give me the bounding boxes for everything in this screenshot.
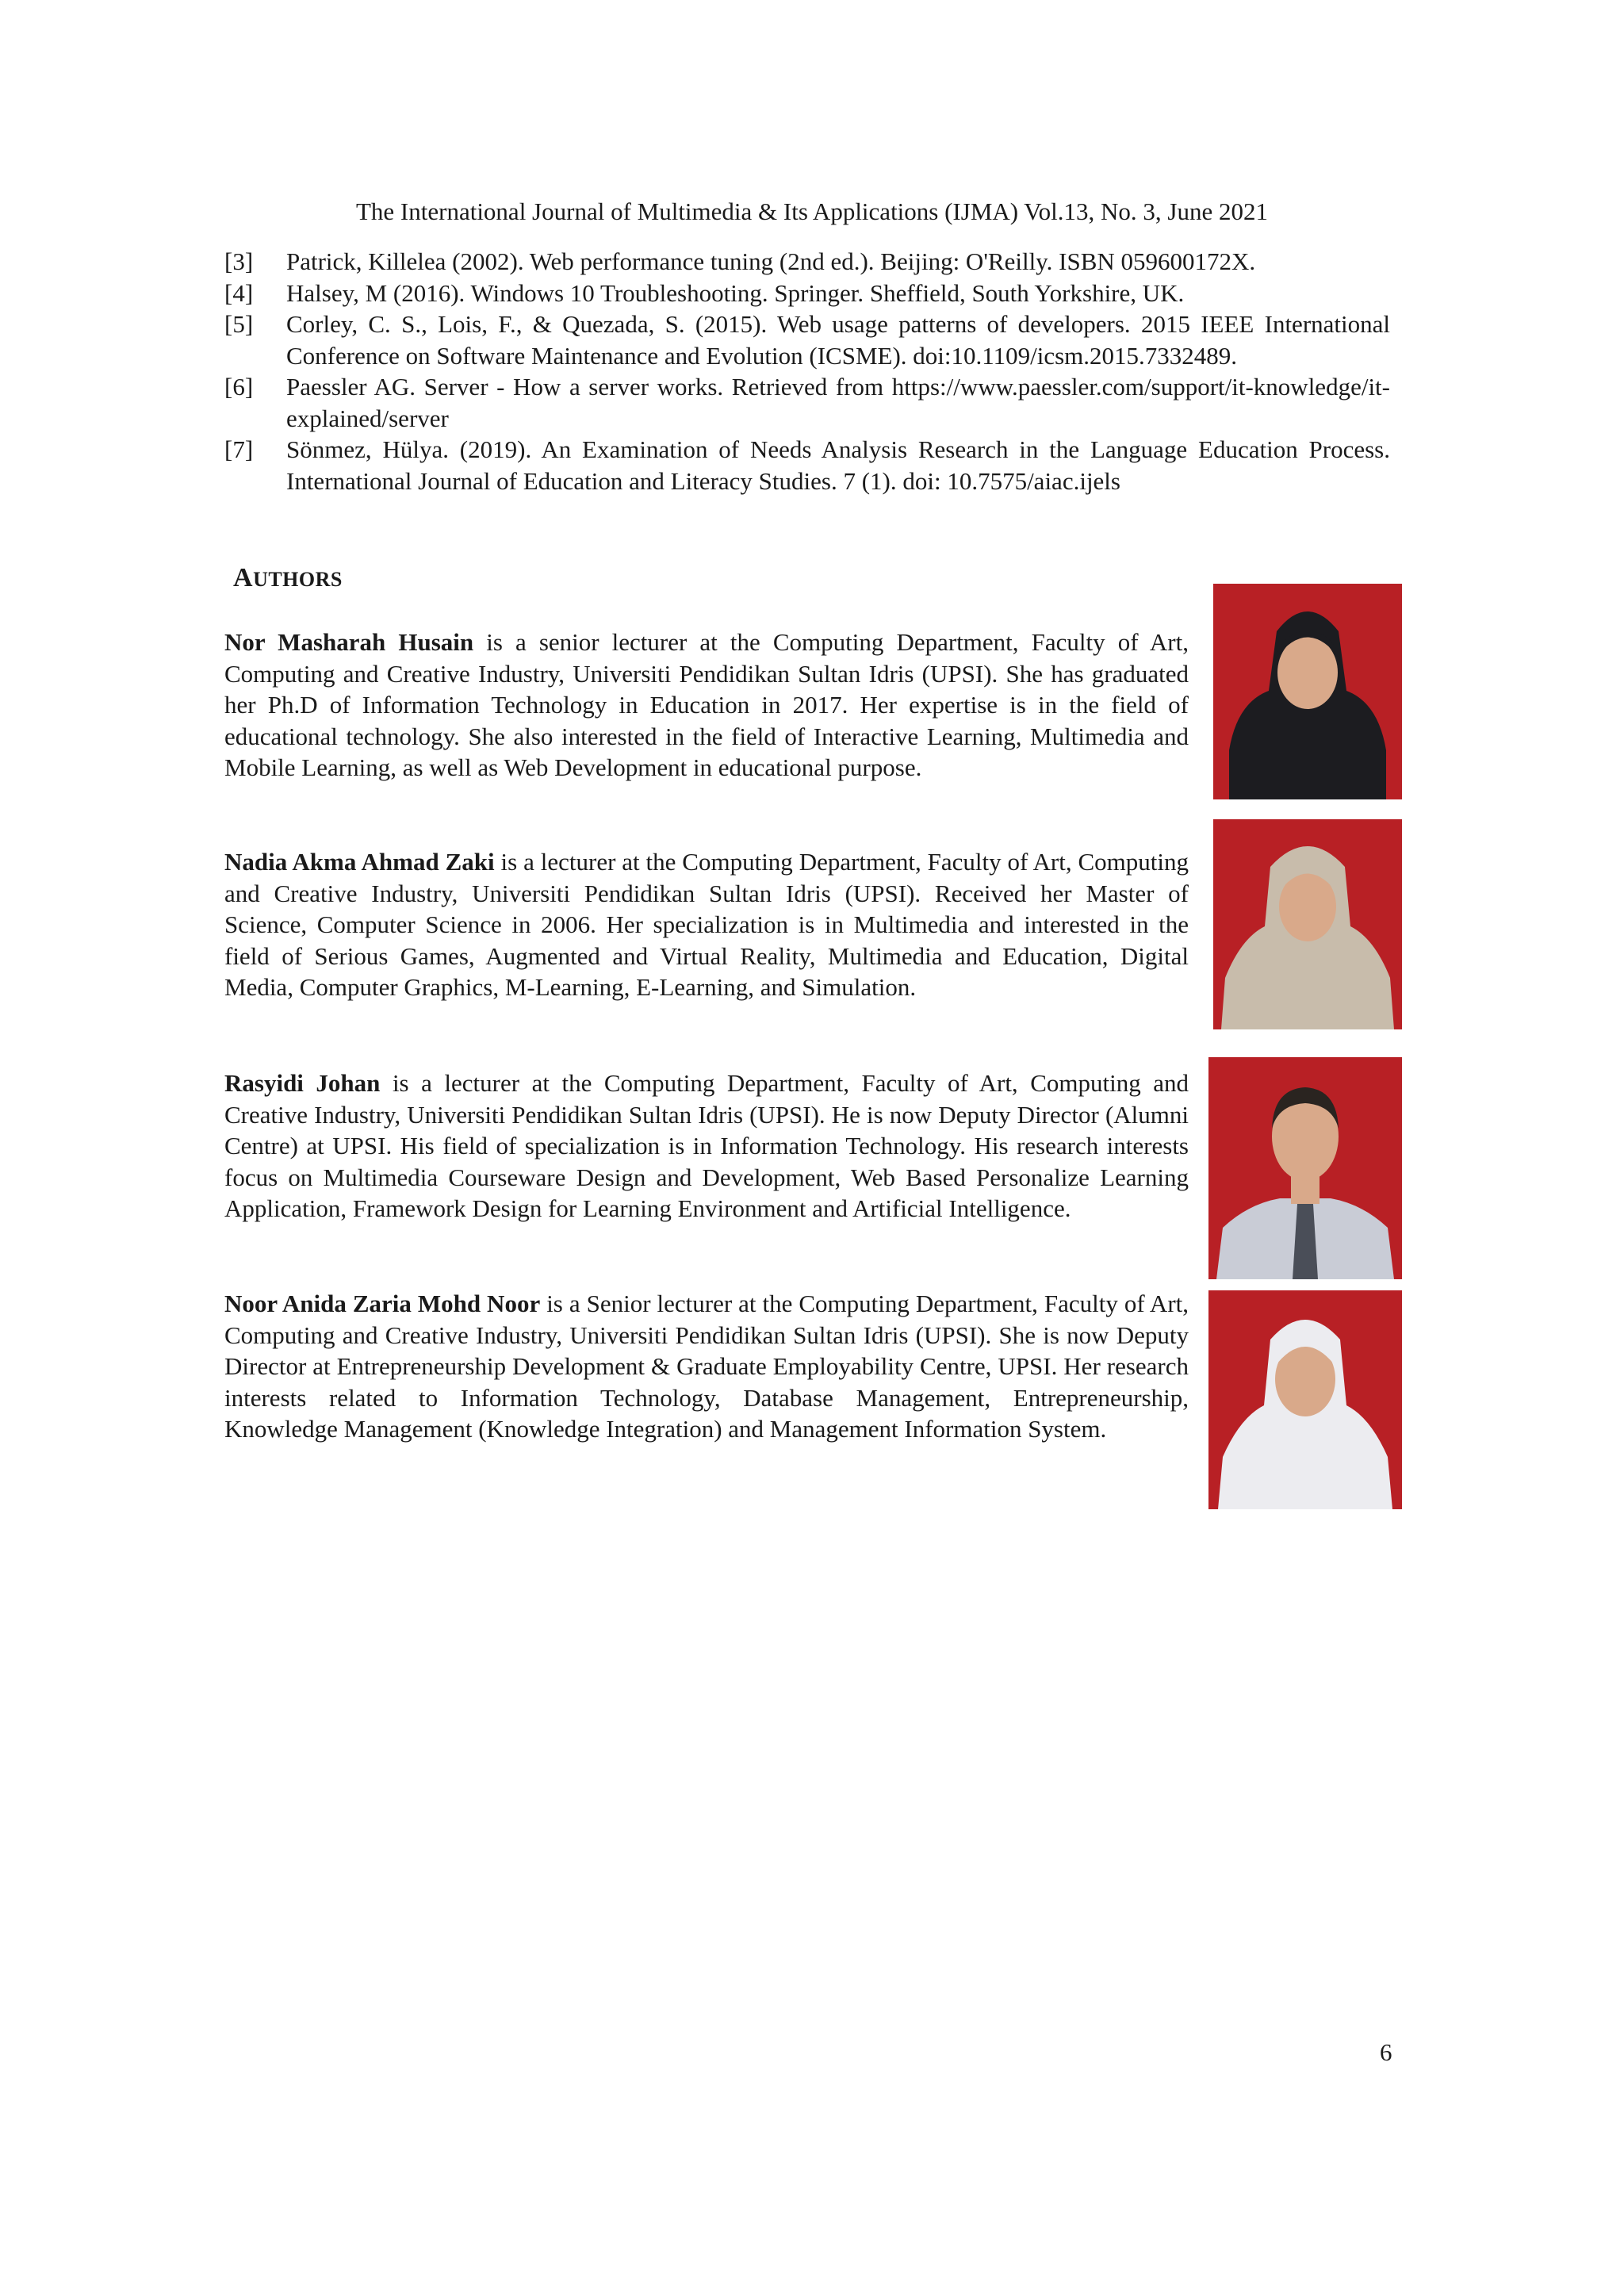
author-photo bbox=[1208, 1057, 1402, 1279]
author-name: Rasyidi Johan bbox=[224, 1069, 381, 1097]
reference-item bbox=[224, 278, 1390, 309]
author-bio-text: is a lecturer at the Computing Department, Faculty of Art, Computing and Creative Industry, Universiti Pendidikan Sultan Idris (UPSI). He is now Deputy Director (Alumni Centre) at UPSI. His field of specialization is in Information Technology. His research interests focus on Multimedia Courseware Design and Development, Web Based Personalize Learning Application, Framework Design for Learning Environment and Artificial Intelligence. bbox=[224, 1069, 1189, 1222]
reference-list bbox=[224, 246, 1390, 496]
author-photo bbox=[1213, 819, 1402, 1029]
reference-text: Paessler AG. Server - How a server works. Retrieved from https://www.paessler.com/support/it-knowledge/it-explained/server bbox=[286, 373, 1390, 432]
author-photo bbox=[1213, 584, 1402, 799]
authors-heading-rest: UTHORS bbox=[253, 568, 343, 591]
author-name: Noor Anida Zaria Mohd Noor bbox=[224, 1290, 541, 1317]
authors-heading bbox=[233, 563, 343, 593]
author-bio-text: is a lecturer at the Computing Department, Faculty of Art, Computing and Creative Industry, Universiti Pendidikan Sultan Idris (UPSI). Received her Master of Science, Computer Science in 2006. Her specialization is in Multimedia and interested in the field of Serious Games, Augmented and Virtual Reality, Multimedia and Education, Digital Media, Computer Graphics, M-Learning, E-Learning, and Simulation. bbox=[224, 848, 1189, 1001]
reference-item bbox=[224, 309, 1390, 371]
author-bio bbox=[224, 846, 1189, 1003]
author-bio-text: is a senior lecturer at the Computing Department, Faculty of Art, Computing and Creative Industry, Universiti Pendidikan Sultan Idris (UPSI). She has graduated her Ph.D of Information Technology in Education in 2017. Her expertise is in the field of educational technology. She also interested in the field of Interactive Learning, Multimedia and Mobile Learning, as well as Web Development in educational purpose. bbox=[224, 628, 1189, 781]
author-photo bbox=[1208, 1290, 1402, 1509]
reference-text: Halsey, M (2016). Windows 10 Troubleshooting. Springer. Sheffield, South Yorkshire, UK. bbox=[286, 278, 1185, 307]
reference-text: Corley, C. S., Lois, F., & Quezada, S. (2015). Web usage patterns of developers. 2015 IEEE International Conference on Software Maintenance and Evolution (ICSME). doi:10.1109/icsm.2015.7332489. bbox=[286, 310, 1390, 370]
page-number: 6 bbox=[1380, 2038, 1392, 2066]
running-header: The International Journal of Multimedia & Its Applications (IJMA) Vol.13, No. 3, June 2021 bbox=[355, 197, 1268, 225]
reference-item bbox=[224, 371, 1390, 434]
authors-heading-initial: A bbox=[233, 563, 254, 592]
reference-text: Patrick, Killelea (2002). Web performance tuning (2nd ed.). Beijing: O'Reilly. ISBN 059600172X. bbox=[286, 247, 1256, 275]
reference-text: Sönmez, Hülya. (2019). An Examination of Needs Analysis Research in the Language Education Process. International Journal of Education and Literacy Studies. 7 (1). doi: 10.7575/aiac.ijels bbox=[286, 435, 1390, 495]
reference-item bbox=[224, 246, 1390, 278]
author-bio bbox=[224, 1288, 1189, 1445]
reference-number: [6] bbox=[224, 373, 254, 401]
author-name: Nor Masharah Husain bbox=[224, 628, 474, 656]
author-name: Nadia Akma Ahmad Zaki bbox=[224, 848, 495, 876]
reference-number: [4] bbox=[224, 278, 254, 307]
author-bio-text: is a Senior lecturer at the Computing Department, Faculty of Art, Computing and Creative Industry, Universiti Pendidikan Sultan Idris (UPSI). She is now Deputy Director at Entrepreneurship Development & Graduate Employability Centre, UPSI. Her research interests related to Information Technology, Database Management, Entrepreneurship, Knowledge Management (Knowledge Integration) and Management Information System. bbox=[224, 1290, 1189, 1443]
author-bio bbox=[224, 627, 1189, 784]
author-bio bbox=[224, 1068, 1189, 1225]
reference-number: [5] bbox=[224, 310, 254, 338]
reference-number: [3] bbox=[224, 247, 254, 275]
reference-item bbox=[224, 434, 1390, 496]
reference-number: [7] bbox=[224, 435, 254, 463]
